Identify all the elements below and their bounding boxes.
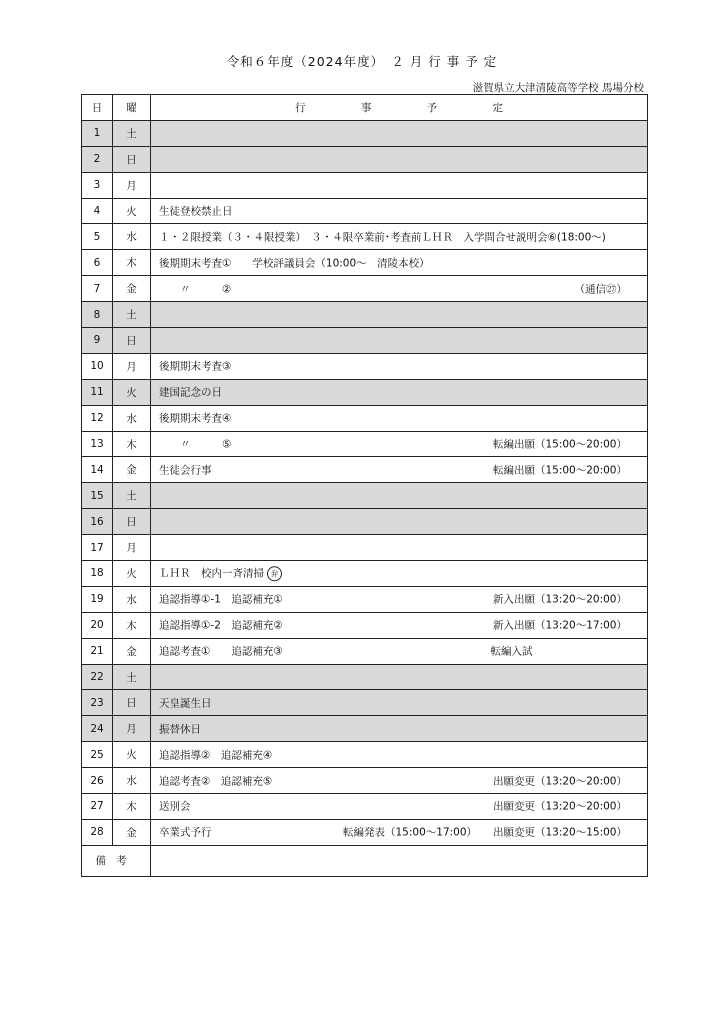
weekday-cell: 水 bbox=[113, 768, 151, 794]
event-cell bbox=[151, 120, 648, 146]
event-text bbox=[159, 462, 212, 477]
school-name: 滋賀県立大津清陵高等学校 馬場分校 bbox=[472, 82, 644, 94]
event-cell bbox=[151, 431, 648, 457]
day-cell: 1 bbox=[82, 120, 113, 146]
table-row bbox=[82, 535, 648, 561]
event-right-text: （通信㉗） bbox=[574, 283, 627, 296]
day-cell: 5 bbox=[82, 224, 113, 250]
event-cell bbox=[151, 353, 648, 379]
schedule-table bbox=[81, 94, 648, 877]
weekday-cell: 金 bbox=[113, 276, 151, 302]
table-row bbox=[82, 146, 648, 172]
weekday-cell: 日 bbox=[113, 690, 151, 716]
day-cell: 20 bbox=[82, 612, 113, 638]
weekday-cell: 月 bbox=[113, 353, 151, 379]
event-text bbox=[159, 359, 231, 374]
event-label: 追認考査① 追認補充③ bbox=[159, 645, 283, 658]
event-cell bbox=[151, 638, 648, 664]
event-text bbox=[159, 695, 212, 710]
event-cell bbox=[151, 716, 648, 742]
event-cell bbox=[151, 483, 648, 509]
event-label: 後期期末考査③ bbox=[159, 360, 232, 373]
event-label: １・２限授業（３・４限授業） ３・４限卒業前･考査前ＬＨＲ 入学問合せ説明会⑥(18:00～) bbox=[159, 231, 606, 244]
event-cell bbox=[151, 198, 648, 224]
weekday-cell: 木 bbox=[113, 250, 151, 276]
day-cell: 4 bbox=[82, 198, 113, 224]
day-cell: 26 bbox=[82, 768, 113, 794]
day-cell: 7 bbox=[82, 276, 113, 302]
table-header-row bbox=[82, 95, 648, 121]
day-cell: 2 bbox=[82, 146, 113, 172]
event-label: ＬＨＲ 校内一斉清掃 bbox=[159, 567, 264, 580]
day-cell: 22 bbox=[82, 664, 113, 690]
weekday-cell: 月 bbox=[113, 716, 151, 742]
event-text bbox=[159, 644, 283, 659]
table-row bbox=[82, 561, 648, 587]
table-row bbox=[82, 328, 648, 354]
weekday-cell: 月 bbox=[113, 172, 151, 198]
event-label: 追認指導①-1 追認補充① bbox=[159, 593, 283, 606]
event-text bbox=[159, 204, 233, 219]
table-row bbox=[82, 431, 648, 457]
event-cell bbox=[151, 768, 648, 794]
event-cell bbox=[151, 457, 648, 483]
event-text bbox=[159, 281, 231, 296]
event-text bbox=[159, 592, 283, 607]
remarks-label: 備考 bbox=[82, 845, 151, 876]
weekday-cell: 火 bbox=[113, 561, 151, 587]
table-row bbox=[82, 819, 648, 845]
table-row bbox=[82, 224, 648, 250]
table-row bbox=[82, 353, 648, 379]
weekday-cell: 水 bbox=[113, 224, 151, 250]
event-cell bbox=[151, 379, 648, 405]
event-cell bbox=[151, 794, 648, 820]
event-cell bbox=[151, 535, 648, 561]
weekday-cell: 金 bbox=[113, 638, 151, 664]
weekday-cell: 土 bbox=[113, 302, 151, 328]
event-right-text: 転編出願（15:00～20:00） bbox=[492, 464, 627, 477]
event-cell bbox=[151, 172, 648, 198]
table-row bbox=[82, 664, 648, 690]
event-label: 後期期末考査④ bbox=[159, 412, 232, 425]
event-text bbox=[159, 229, 606, 244]
event-text bbox=[159, 385, 222, 400]
event-label: 後期期末考査① 学校評議員会（10:00～ 清陵本校） bbox=[159, 257, 430, 270]
event-text bbox=[159, 721, 201, 736]
weekday-cell: 土 bbox=[113, 664, 151, 690]
event-label: 建国記念の日 bbox=[159, 386, 222, 399]
day-cell: 27 bbox=[82, 794, 113, 820]
header-events-char: 事 bbox=[360, 101, 372, 114]
event-cell bbox=[151, 742, 648, 768]
table-row bbox=[82, 690, 648, 716]
table-row bbox=[82, 457, 648, 483]
event-right-text: 転編入試 bbox=[490, 645, 627, 658]
day-cell: 19 bbox=[82, 586, 113, 612]
event-right-text: 出願変更（13:20～20:00） bbox=[492, 800, 627, 813]
event-text bbox=[159, 437, 231, 452]
header-events-char: 予 bbox=[426, 101, 438, 114]
weekday-cell: 木 bbox=[113, 612, 151, 638]
weekday-cell: 火 bbox=[113, 742, 151, 768]
event-label: 〃 ⑤ bbox=[159, 438, 232, 451]
table-row bbox=[82, 716, 648, 742]
day-cell: 12 bbox=[82, 405, 113, 431]
remarks-row bbox=[82, 845, 648, 876]
table-row bbox=[82, 198, 648, 224]
day-cell: 10 bbox=[82, 353, 113, 379]
header-day: 日 bbox=[82, 95, 113, 121]
remarks-cell bbox=[151, 845, 648, 876]
event-cell bbox=[151, 405, 648, 431]
day-cell: 21 bbox=[82, 638, 113, 664]
event-cell bbox=[151, 276, 648, 302]
event-cell bbox=[151, 302, 648, 328]
event-cell bbox=[151, 586, 648, 612]
day-cell: 15 bbox=[82, 483, 113, 509]
table-row bbox=[82, 638, 648, 664]
event-right-text: 転編出願（15:00～20:00） bbox=[492, 438, 627, 451]
weekday-cell: 火 bbox=[113, 198, 151, 224]
event-text bbox=[159, 566, 282, 582]
event-cell bbox=[151, 328, 648, 354]
table-row bbox=[82, 794, 648, 820]
day-cell: 11 bbox=[82, 379, 113, 405]
event-middle-text: 転編発表（15:00～17:00） bbox=[343, 826, 478, 839]
weekday-cell: 火 bbox=[113, 379, 151, 405]
table-row bbox=[82, 509, 648, 535]
day-cell: 14 bbox=[82, 457, 113, 483]
event-label: 追認考査② 追認補充⑤ bbox=[159, 775, 273, 788]
weekday-cell: 月 bbox=[113, 535, 151, 561]
table-row bbox=[82, 276, 648, 302]
day-cell: 17 bbox=[82, 535, 113, 561]
day-cell: 3 bbox=[82, 172, 113, 198]
event-label: 振替休日 bbox=[159, 723, 201, 736]
event-right-text: 出願変更（13:20～15:00） bbox=[492, 826, 627, 839]
table-row bbox=[82, 742, 648, 768]
event-label: 追認指導①-2 追認補充② bbox=[159, 619, 283, 632]
event-right-text: 出願変更（13:20～20:00） bbox=[492, 775, 627, 788]
table-row bbox=[82, 379, 648, 405]
day-cell: 16 bbox=[82, 509, 113, 535]
weekday-cell: 日 bbox=[113, 146, 151, 172]
event-label: 送別会 bbox=[159, 800, 191, 813]
event-cell bbox=[151, 509, 648, 535]
day-cell: 24 bbox=[82, 716, 113, 742]
header-events-char: 定 bbox=[492, 101, 504, 114]
table-row bbox=[82, 172, 648, 198]
table-row bbox=[82, 405, 648, 431]
weekday-cell: 水 bbox=[113, 586, 151, 612]
event-label: 生徒会行事 bbox=[159, 464, 212, 477]
weekday-cell: 木 bbox=[113, 794, 151, 820]
header-weekday: 曜 bbox=[113, 95, 151, 121]
weekday-cell: 土 bbox=[113, 483, 151, 509]
page-title: 令和６年度（2024年度） ２ 月 行 事 予 定 bbox=[226, 54, 498, 69]
event-text bbox=[159, 411, 231, 426]
event-cell bbox=[151, 561, 648, 587]
weekday-cell: 木 bbox=[113, 431, 151, 457]
day-cell: 28 bbox=[82, 819, 113, 845]
table-row bbox=[82, 483, 648, 509]
circled-badge: 弁 bbox=[267, 566, 282, 581]
day-cell: 8 bbox=[82, 302, 113, 328]
event-label: 〃 ② bbox=[159, 283, 232, 296]
event-right-text: 新入出願（13:20～17:00） bbox=[492, 619, 627, 632]
event-text bbox=[159, 618, 283, 633]
day-cell: 13 bbox=[82, 431, 113, 457]
event-label: 生徒登校禁止日 bbox=[159, 205, 233, 218]
weekday-cell: 日 bbox=[113, 328, 151, 354]
weekday-cell: 土 bbox=[113, 120, 151, 146]
table-row bbox=[82, 586, 648, 612]
day-cell: 9 bbox=[82, 328, 113, 354]
event-cell bbox=[151, 146, 648, 172]
event-text bbox=[159, 773, 272, 788]
table-row bbox=[82, 302, 648, 328]
table-row bbox=[82, 120, 648, 146]
event-label: 追認指導② 追認補充④ bbox=[159, 749, 273, 762]
header-events bbox=[151, 95, 648, 121]
weekday-cell: 水 bbox=[113, 405, 151, 431]
event-cell bbox=[151, 690, 648, 716]
weekday-cell: 金 bbox=[113, 457, 151, 483]
table-row bbox=[82, 612, 648, 638]
event-cell bbox=[151, 819, 648, 845]
weekday-cell: 金 bbox=[113, 819, 151, 845]
event-text bbox=[159, 799, 191, 814]
event-cell bbox=[151, 224, 648, 250]
table-row bbox=[82, 768, 648, 794]
table-row bbox=[82, 250, 648, 276]
event-right-text: 新入出願（13:20～20:00） bbox=[492, 593, 627, 606]
weekday-cell: 日 bbox=[113, 509, 151, 535]
event-cell bbox=[151, 250, 648, 276]
event-cell bbox=[151, 664, 648, 690]
event-text bbox=[159, 747, 272, 762]
event-text bbox=[159, 825, 212, 840]
day-cell: 6 bbox=[82, 250, 113, 276]
header-events-char: 行 bbox=[294, 101, 306, 114]
event-label: 天皇誕生日 bbox=[159, 697, 212, 710]
event-text bbox=[159, 255, 430, 270]
day-cell: 25 bbox=[82, 742, 113, 768]
day-cell: 18 bbox=[82, 561, 113, 587]
event-label: 卒業式予行 bbox=[159, 826, 212, 839]
event-cell bbox=[151, 612, 648, 638]
day-cell: 23 bbox=[82, 690, 113, 716]
